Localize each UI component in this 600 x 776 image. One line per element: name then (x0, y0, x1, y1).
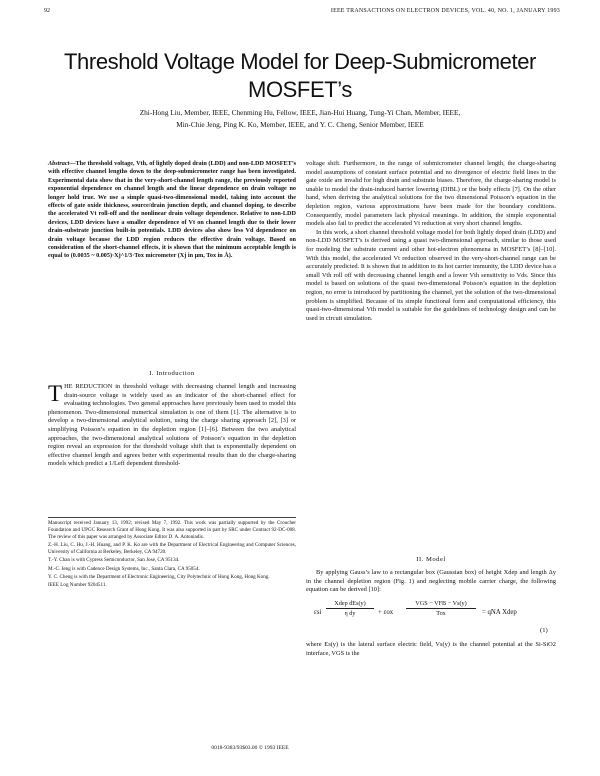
equation-fraction-2 (406, 600, 476, 617)
section-heading-introduction: I. Introduction (149, 370, 195, 377)
equation-numerator: VGS − VFB − Vs(y) (406, 600, 476, 609)
right-column-text (306, 160, 556, 323)
footnote-item: Z.-H. Liu, C. Hu, J.-H. Huang, and P. K. Ko are with the Department of Electrical Engineering and Computer Sciences, University of California at Berkeley, Berkeley, CA 94720. (48, 541, 296, 555)
footnote-item: Y. C. Cheng is with the Department of Electronic Engineering, City Polytechnic of Hong Kong, Hong Kong. (48, 573, 270, 580)
introduction-paragraph (48, 383, 296, 469)
equation-fraction-1 (326, 600, 374, 617)
equation-numerator: Xdep dEs(y) (326, 600, 374, 609)
equation-plus-term: + εox (378, 609, 394, 616)
post-equation-text: where Es(y) is the lateral surface electric field, Vs(y) is the channel potential at the Si-SiO2 interface, VGS is the (306, 641, 556, 657)
equation-number: (1) (540, 627, 548, 634)
abstract-lead: Abstract (48, 160, 70, 167)
footnote-item: Manuscript received January 13, 1992; revised May 7, 1992. This work was partially supported by the Croucher Foundation and UPGC Research Grant of Hong Kong. It was also supported in part by SRC under Contract 92-DC-008. The review of this paper was arranged by Associate Editor D. A. Antoniadis. (48, 520, 296, 540)
equation-prefix: εsi (314, 609, 322, 616)
abstract (48, 160, 296, 261)
body-paragraph: In this work, a short channel threshold voltage model for both lightly doped drain (LDD) and non-LDD MOSFET’s is derived using a quasi two-dimensional approach, similar to those used for modeling the substrate current and other hot-electron phenomena in MOSFET’s [8]–[10]. With this model, the accelerated Vt reduction observed in the very-short-channel range can be accurately predicted. It is shown that in addition to its hot carrier immunity, the LDD device has a small Vth roll off with decreasing channel length and a lower Vth sensitivity to Vds. Since this model is based on solutions of the quasi two-dimensional Poisson’s equation in the depletion region, no error is introduced by partitioning the channel, yet the solution of the two-dimensional problem is simplified. Because of its simple functional form and computational efficiency, this quasi-two-dimensional Vth model is suitable for the guidelines of technology design and can be used in circuit simulation. (306, 228, 556, 322)
equation-denominator: Tox (436, 610, 446, 617)
abstract-text: —The threshold voltage, Vth, of lightly doped drain (LDD) and non-LDD MOSFET’s with effective channel lengths down to the deep-submicrometer range has been investigated. Experimental data show that in the very-short-channel length range, the previously reported exponential dependence on channel length and the linear dependence on drain voltage no longer hold true. We use a simple quasi-two-dimensional model, taking into account the effects of gate oxide thickness, source/drain junction depth, and channel doping, to describe the accelerated Vt roll-off and the nonlinear drain voltage dependence. Relative to non-LDD devices, LDD devices have a smaller dependence of Vt on channel length due to their lower drain-substrate junction built-in potentials. LDD devices also show less Vd dependence on drain voltage because the LDD region reduces the effective drain voltage. Based on consideration of the short-channel effects, it is shown that the minimum acceptable length is equal to (0.0035 ~ 0.005)·Xj^1/3·Tox micrometer (Xj in µm, Tox in Å). (48, 160, 296, 260)
equation-1 (314, 600, 558, 642)
footnotes (48, 520, 296, 591)
author-line-1: Zhi-Hong Liu, Member, IEEE, Chenming Hu, Fellow, IEEE, Jian-Hui Huang, Tung-Yi Chan, Member, IEEE, (139, 108, 461, 117)
model-paragraph: By applying Gauss’s law to a rectangular box (Gaussian box) of height Xdep and length Δy in the channel depletion region (Fig. 1) and neglecting mobile carrier charge, the following equation can be derived [10]: (306, 569, 556, 594)
body-paragraph: voltage shift. Furthermore, in the range of submicrometer channel length, the charge-sharing model assumptions of constant surface potential and no divergence of electric field lines in the gate oxide are invalid for high drain and substrate biases. Therefore, the charge-sharing model is unable to model the drain-induced barrier lowering (DIBL) or the body effects [7]. On the other hand, when deriving the analytical solutions for the two dimensional Poisson’s equation in the depletion region, various approximations have been made for the boundary conditions. Consequently, model parameters lack physical meanings. In addition, the simple exponential models also fail to predict the accelerated Vt reduction at very short channel lengths. (306, 160, 556, 228)
author-list (70, 107, 530, 130)
footnote-divider (48, 517, 296, 518)
drop-cap: T (48, 381, 63, 406)
footnote-item: T.-Y. Chan is with Cypress Semiconductor, San Jose, CA 95134. (48, 557, 180, 564)
footnote-item: IEEE Log Number 9204511. (48, 582, 107, 589)
paper-title: Threshold Voltage Model for Deep-Submicrometer MOSFET’s (64, 49, 536, 102)
equation-denominator: η dy (344, 610, 356, 617)
footnote-item: M.-C. Jeng is with Cadence Design Systems, Inc., Santa Clara, CA 95054. (48, 565, 200, 572)
equation-rhs: = qNA Xdep (482, 609, 517, 616)
running-head: IEEE TRANSACTIONS ON ELECTRON DEVICES, VOL. 40, NO. 1, JANUARY 1993 (330, 8, 560, 14)
copyright-line: 0018-9383/93$03.00 © 1993 IEEE (211, 745, 289, 751)
page-number: 92 (44, 8, 50, 14)
section-heading-model: II. Model (416, 556, 446, 563)
author-line-2: Min-Chie Jeng, Ping K. Ko, Member, IEEE, and Y. C. Cheng, Senior Member, IEEE (176, 119, 424, 129)
introduction-text: HE REDUCTION in threshold voltage with decreasing channel length and increasing drain-source voltage is widely used as an indicator of the short-channel effect for evaluating technologies. Two general approaches have previously been used to model this phenomenon. Two-dimensional numerical simulation is one of them [1]. The alternative is to develop a two-dimensional analytical solution, using the charge sharing approach [2], [3] or simplifying Poisson’s equation in the depletion region [1]–[6]. Between the two analytical approaches, the two-dimensional analytical solutions of Poisson’s equation in the depletion region reveal an expression for the threshold voltage shift that is exponentially dependent on effective channel length and agrees better with experimental results than do the charge-sharing models which predict a 1/Leff dependent threshold- (48, 383, 296, 468)
